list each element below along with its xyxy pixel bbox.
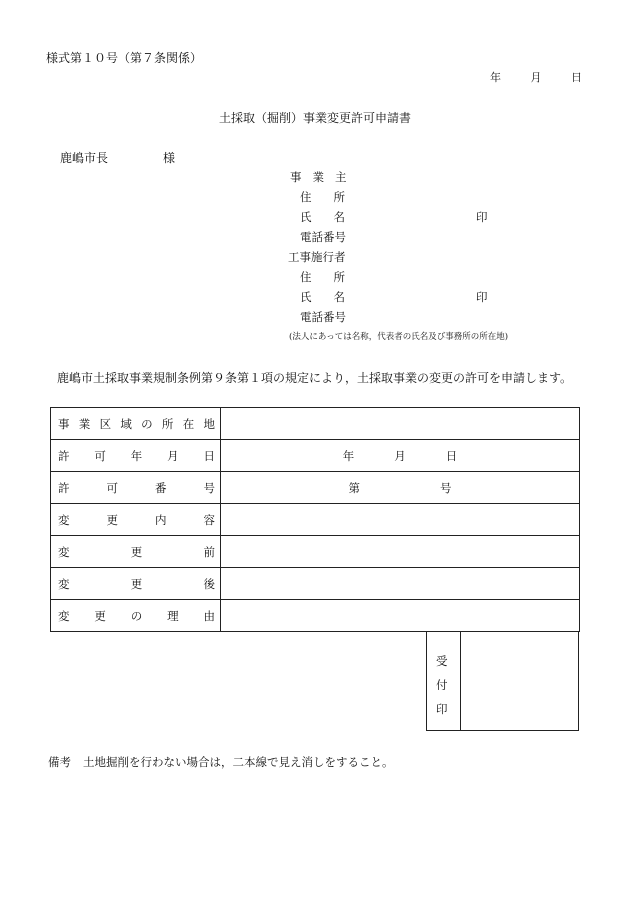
label-char: 前 (203, 544, 215, 559)
receipt-stamp-label (427, 631, 461, 730)
label-char: 変 (58, 544, 70, 559)
change-reason-field[interactable] (221, 600, 580, 632)
label-char: 地 (203, 416, 215, 431)
label-char: 許 (58, 448, 70, 463)
row-label-change-content (51, 504, 221, 536)
label-char: 域 (120, 416, 132, 431)
label-char: 可 (106, 480, 118, 495)
label-char: 内 (155, 512, 167, 527)
row-label-permit-number (51, 472, 221, 504)
permit-date-year: 年 (342, 448, 355, 463)
spread-label (58, 480, 215, 496)
date-month: 月 (530, 71, 542, 84)
permit-number-field[interactable] (221, 472, 580, 504)
applicant-seal: 印 (476, 210, 488, 224)
before-change-field[interactable] (221, 536, 580, 568)
row-label-location (51, 408, 221, 440)
document-title: 土採取（掘削）事業変更許可申請書 (218, 111, 411, 125)
intro-text: 鹿嶋市土採取事業規制条例第９条第１項の規定により，土採取事業の変更の許可を申請します。 (57, 371, 573, 385)
contractor-address-label: 住所 (300, 270, 367, 284)
receipt-char-3: 印 (436, 702, 448, 716)
table-row (51, 408, 580, 440)
corporate-note: (法人にあっては名称，代表者の氏名及び事務所の所在地) (289, 332, 509, 342)
table-row (51, 440, 580, 472)
label-char: 更 (130, 576, 143, 591)
permit-date-month: 月 (394, 448, 406, 463)
contractor-seal: 印 (476, 290, 488, 304)
contractor-heading: 工事施行者 (288, 250, 346, 264)
label-char: 容 (203, 512, 215, 527)
receipt-stamp-box (426, 631, 579, 731)
after-change-field[interactable] (221, 568, 580, 600)
row-label-before-change (51, 536, 221, 568)
table-row (51, 600, 580, 632)
receipt-char-2: 付 (436, 678, 448, 692)
addressee-name: 鹿嶋市長 (60, 151, 109, 165)
application-table (50, 407, 580, 632)
label-char: 由 (203, 608, 215, 623)
label-char: 年 (130, 448, 143, 463)
label-char: 後 (203, 576, 215, 591)
date-day: 日 (571, 71, 582, 84)
label-char: 更 (94, 608, 106, 623)
spread-label (58, 448, 215, 464)
label-char: の (130, 608, 143, 623)
label-char: 在 (182, 416, 195, 431)
remarks-label: 備考 (48, 755, 71, 769)
table-row (51, 472, 580, 504)
permit-date-field[interactable] (221, 440, 580, 472)
spread-label (58, 608, 215, 624)
permit-number-suffix: 号 (440, 480, 452, 495)
spread-label (58, 512, 215, 528)
location-field[interactable] (221, 408, 580, 440)
contractor-name-label: 氏名 (300, 290, 367, 304)
spread-label (58, 544, 215, 560)
addressee-honorific: 様 (163, 151, 176, 165)
submission-date (490, 72, 582, 83)
remarks (48, 757, 394, 769)
date-year: 年 (490, 71, 501, 84)
spread-label (58, 416, 215, 432)
table-row (51, 504, 580, 536)
change-content-field[interactable] (221, 504, 580, 536)
applicant-heading: 事業主 (290, 170, 358, 184)
remarks-text: 土地掘削を行わない場合は，二本線で見え消しをすること。 (83, 755, 394, 769)
row-label-permit-date (51, 440, 221, 472)
label-char: 事 (58, 416, 70, 431)
label-char: 日 (203, 448, 215, 463)
addressee (60, 152, 175, 164)
row-label-change-reason (51, 600, 221, 632)
label-char: 業 (78, 416, 91, 431)
contractor-phone-label: 電話番号 (300, 310, 346, 324)
applicant-name-label: 氏名 (300, 210, 367, 224)
label-char: 番 (155, 480, 167, 495)
label-char: 許 (58, 480, 70, 495)
label-char: 所 (161, 416, 174, 431)
permit-date-value (221, 448, 579, 464)
spread-label (58, 576, 215, 592)
label-char: 更 (130, 544, 143, 559)
permit-date-day: 日 (445, 448, 458, 463)
label-char: 変 (58, 512, 70, 527)
row-label-after-change (51, 568, 221, 600)
table-row (51, 568, 580, 600)
label-char: 区 (99, 416, 112, 431)
label-char: 理 (167, 608, 179, 623)
permit-number-value (221, 480, 579, 496)
label-char: 変 (58, 576, 70, 591)
label-char: の (141, 416, 153, 431)
label-char: 更 (106, 512, 118, 527)
label-char: 変 (58, 608, 70, 623)
receipt-char-1: 受 (436, 654, 448, 668)
permit-number-prefix: 第 (348, 480, 360, 495)
table-row (51, 536, 580, 568)
applicant-phone-label: 電話番号 (300, 230, 346, 244)
form-number: 様式第１０号（第７条関係） (46, 51, 203, 65)
label-char: 可 (94, 448, 106, 463)
label-char: 号 (203, 480, 215, 495)
applicant-address-label: 住所 (300, 190, 367, 204)
label-char: 月 (167, 448, 179, 463)
